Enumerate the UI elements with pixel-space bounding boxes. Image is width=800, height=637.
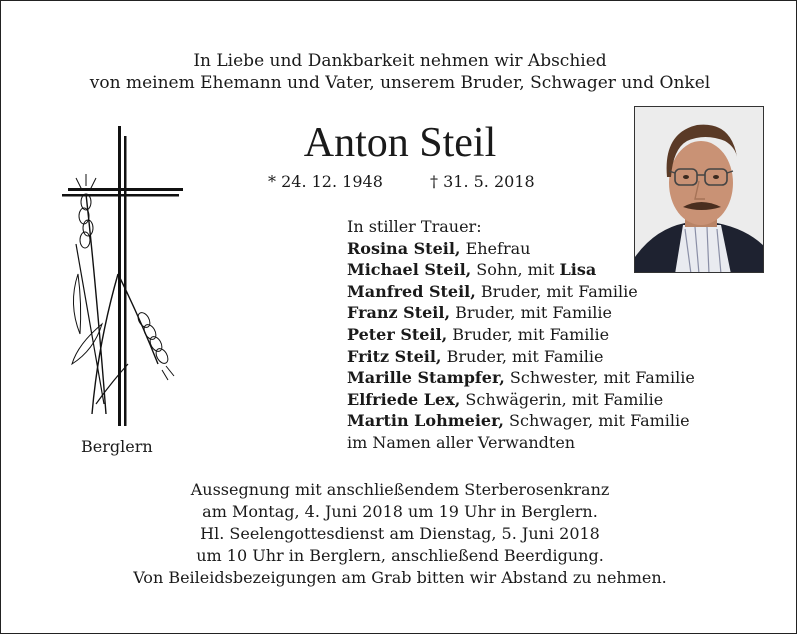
deceased-name: Anton Steil (303, 120, 497, 166)
intro-line-2: von meinem Ehemann und Vater, unserem Bruder, Schwager und Onkel (89, 73, 711, 93)
mourner-relation: Sohn, mit (471, 260, 560, 280)
place-name: Berglern (81, 437, 153, 456)
list-item (347, 302, 695, 324)
mourner-name: Rosina Steil, (347, 238, 461, 258)
list-item (347, 346, 695, 368)
mourner-name: Michael Steil, (347, 260, 472, 280)
birth-date: * 24. 12. 1948 (268, 172, 383, 191)
intro-text (0, 50, 800, 94)
list-item (347, 238, 695, 260)
service-line-3: Hl. Seelengottesdienst am Dienstag, 5. Juni 2018 (200, 524, 600, 543)
mourner-name: Fritz Steil, (347, 346, 442, 366)
mourner-relation: Bruder, mit Familie (441, 346, 604, 366)
list-item (347, 324, 695, 346)
mourners-closing: im Namen aller Verwandten (347, 432, 576, 452)
list-item (347, 410, 695, 432)
service-line-4: um 10 Uhr in Berglern, anschließend Beerdigung. (196, 546, 604, 565)
list-item (347, 389, 695, 411)
intro-line-1: In Liebe und Dankbarkeit nehmen wir Abschied (193, 51, 607, 71)
mourner-name: Franz Steil, (347, 303, 451, 323)
mourners-list (347, 216, 695, 454)
mourner-relation: Bruder, mit Familie (447, 324, 610, 344)
service-line-5: Von Beileidsbezeigungen am Grab bitten wir Abstand zu nehmen. (133, 568, 667, 587)
mourner-relation: Ehefrau (460, 238, 531, 258)
service-line-1: Aussegnung mit anschließendem Sterberosenkranz (190, 480, 610, 499)
mourner-relation: Schwester, mit Familie (504, 368, 695, 388)
mourner-relation: Schwager, mit Familie (503, 411, 690, 431)
mourner-relation: Schwägerin, mit Familie (460, 389, 664, 409)
mourner-relation: Bruder, mit Familie (475, 281, 638, 301)
mourner-name: Elfriede Lex, (347, 389, 461, 409)
mourners-heading: In stiller Trauer: (347, 217, 482, 236)
mourner-extra: Lisa (559, 260, 597, 280)
service-details (0, 479, 800, 589)
service-line-2: am Montag, 4. Juni 2018 um 19 Uhr in Berglern. (202, 502, 598, 521)
cross-wheat-emblem (58, 124, 188, 434)
mourner-relation: Bruder, mit Familie (450, 303, 612, 323)
mourner-name: Manfred Steil, (347, 281, 476, 301)
mourner-name: Peter Steil, (347, 324, 448, 344)
list-item (347, 367, 695, 389)
list-item (347, 281, 695, 303)
mourner-name: Martin Lohmeier, (347, 411, 504, 431)
list-item (347, 259, 695, 281)
cross-icon (58, 124, 188, 434)
death-date: † 31. 5. 2018 (430, 172, 535, 191)
mourner-name: Marille Stampfer, (347, 368, 505, 388)
